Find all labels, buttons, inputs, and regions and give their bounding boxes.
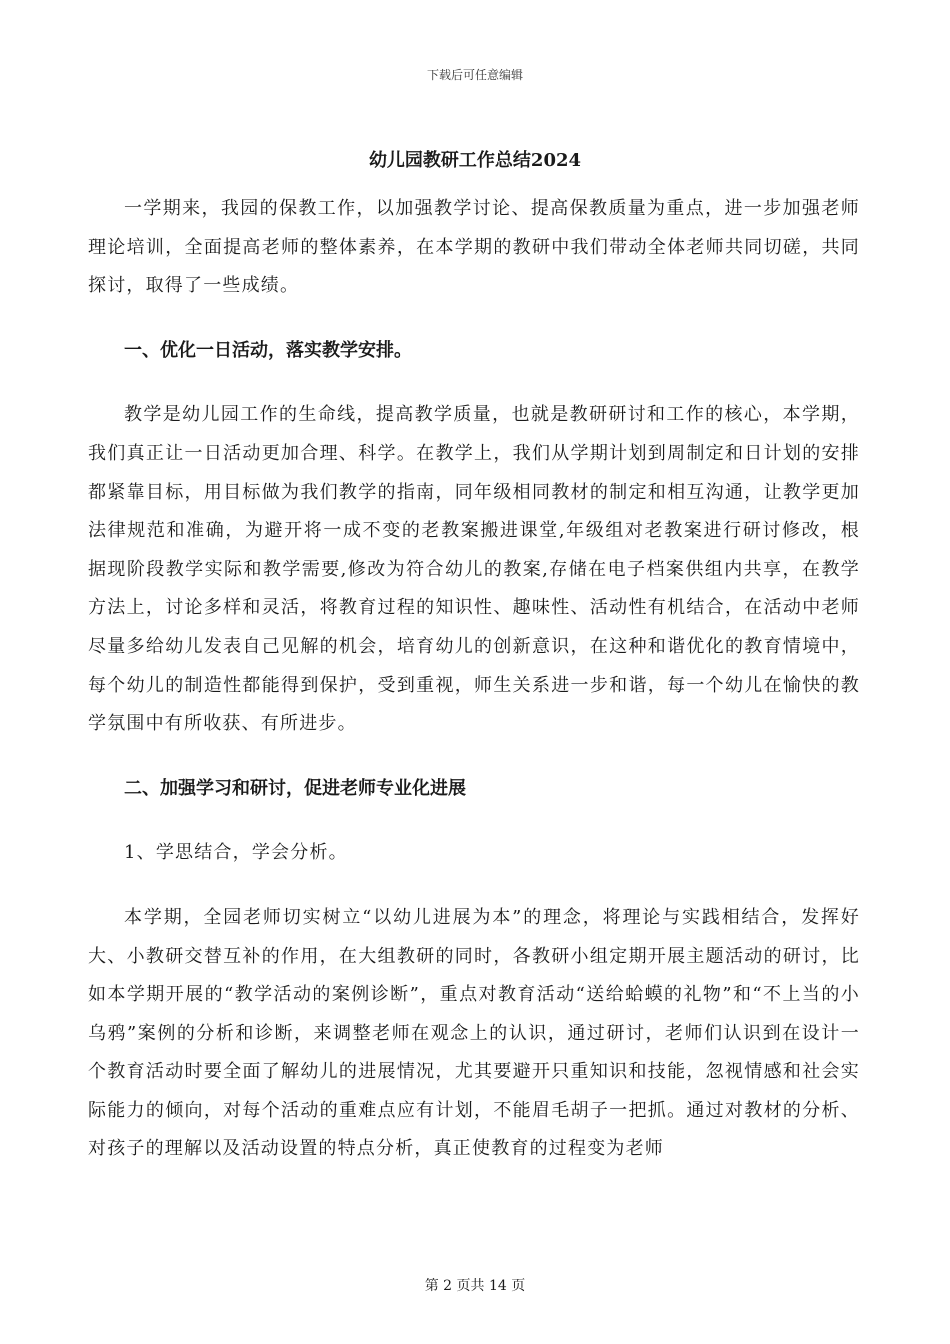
footer-middle: 页共 [456, 1278, 485, 1294]
document-title: 幼儿园教研工作总结2024 [368, 150, 582, 171]
section1-paragraph: 教学是幼儿园工作的生命线，提高教学质量，也就是教研研讨和工作的核心，本学期，我们真正让一日活动更加合理、科学。在教学上，我们从学期计划到周制定和日计划的安排都紧靠目标，用目标做为我们教学的指南，同年级相同教材的制定和相互沟通，让教学更加法律规范和准确，为避开将一成不变的老教案搬进课堂,年级组对老教案进行研讨修改，根据现阶段教学实际和教学需要,修改为符合幼儿的教案,存储在电子档案供组内共享，在教学方法上，讨论多样和灵活，将教育过程的知识性、趣味性、活动性有机结合，在活动中老师尽量多给幼儿发表自己见解的机会，培育幼儿的创新意识，在这种和谐优化的教育情境中，每个幼儿的制造性都能得到保护，受到重视，师生关系进一步和谐，每一个幼儿在愉快的教学氛围中有所收获、有所进步。 [88, 404, 860, 735]
intro-paragraph: 一学期来，我园的保教工作，以加强教学讨论、提高保教质量为重点，进一步加强老师理论培训，全面提高老师的整体素养，在本学期的教研中我们带动全体老师共同切磋，共同探讨，取得了一些成绩。 [88, 198, 860, 297]
document-body [88, 190, 860, 1169]
section2-paragraph: 本学期，全园老师切实树立“以幼儿进展为本”的理念，将理论与实践相结合，发挥好大、小教研交替互补的作用，在大组教研的同时，各教研小组定期开展主题活动的研讨，比如本学期开展的“教学活动的案例诊断”，重点对教育活动“送给蛤蟆的礼物”和“不上当的小乌鸦”案例的分析和诊断，来调整老师在观念上的认识，通过研讨，老师们认识到在设计一个教育活动时要全面了解幼儿的进展情况，尤其要避开只重知识和技能，忽视情感和社会实际能力的倾向，对每个活动的重难点应有计划，不能眉毛胡子一把抓。通过对教材的分析、对孩子的理解以及活动设置的特点分析，真正使教育的过程变为老师 [88, 906, 860, 1160]
header-note: 下载后可任意编辑 [426, 68, 523, 82]
footer-current-page: 2 [443, 1278, 453, 1294]
footer-suffix: 页 [511, 1278, 526, 1294]
footer-prefix: 第 [424, 1278, 439, 1294]
page-number-footer [0, 1275, 950, 1295]
section1-heading: 一、优化一日活动，落实教学安排。 [124, 339, 412, 361]
footer-total-pages: 14 [489, 1278, 507, 1294]
section2-heading: 二、加强学习和研讨，促进老师专业化进展 [124, 777, 466, 799]
section2-subheading: 1、学思结合，学会分析。 [124, 842, 348, 864]
